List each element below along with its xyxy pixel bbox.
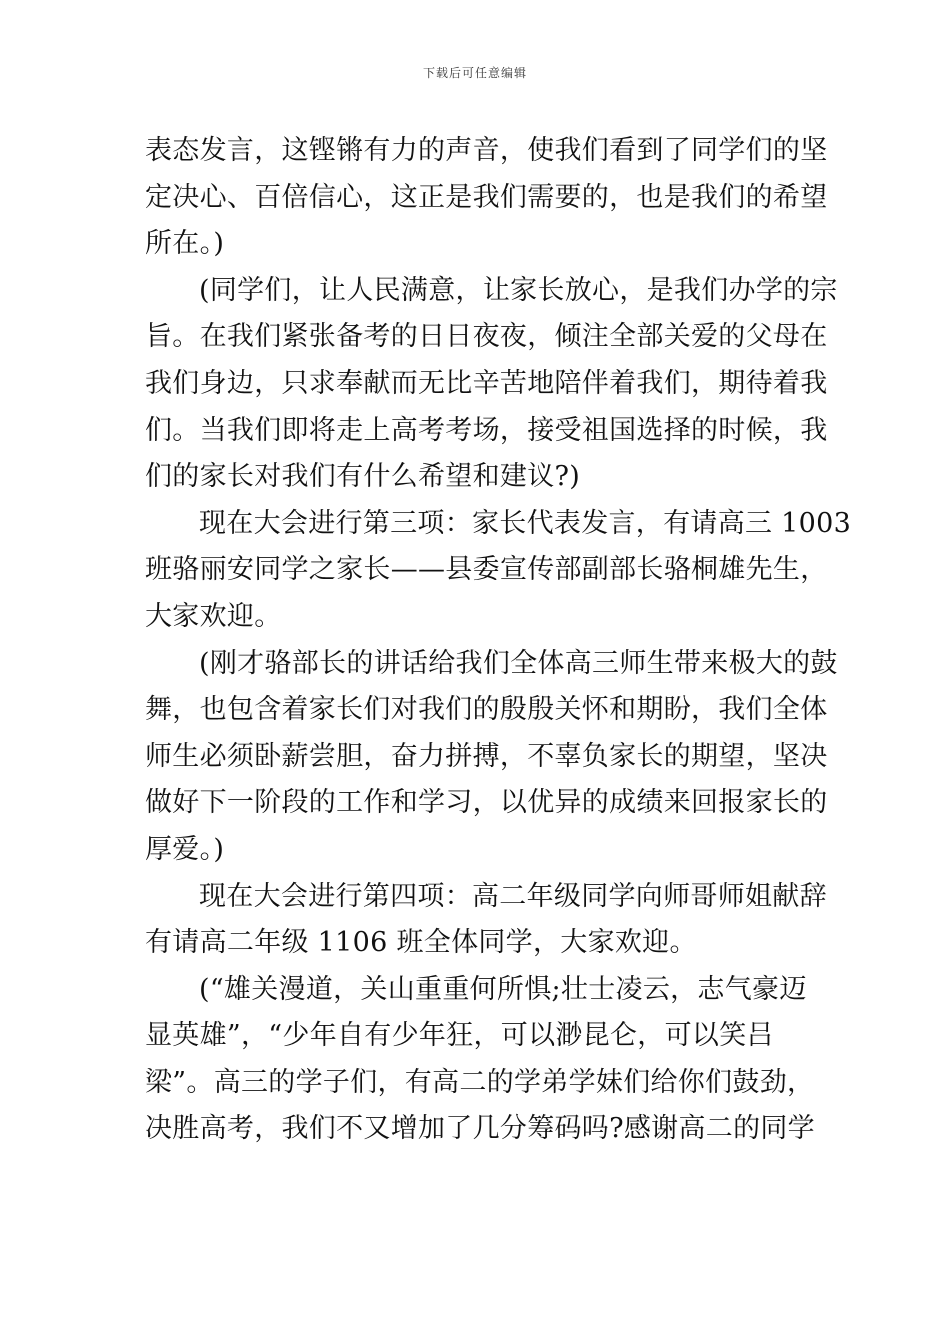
text-line: 梁”。高三的学子们，有高二的学弟学妹们给你们鼓劲， — [145, 1066, 815, 1098]
text-line: (刚才骆部长的讲话给我们全体高三师生带来极大的鼓 — [199, 647, 838, 679]
text-line: (同学们，让人民满意，让家长放心，是我们办学的宗 — [199, 274, 838, 306]
text-line: 厚爱。) — [145, 833, 225, 865]
page-header: 下载后可任意编辑 — [422, 66, 527, 80]
text-line: 做好下一阶段的工作和学习，以优异的成绩来回报家长的 — [145, 787, 828, 819]
document-body — [145, 128, 852, 1153]
text-line: 有请高二年级 1106 班全体同学，大家欢迎。 — [145, 927, 697, 959]
text-line: 我们身边，只求奉献而无比辛苦地陪伴着我们，期待着我 — [145, 367, 828, 399]
text-line: 定决心、百倍信心，这正是我们需要的，也是我们的希望 — [145, 181, 828, 213]
text-line: 现在大会进行第四项：高二年级同学向师哥师姐献辞 — [199, 880, 827, 912]
text-line: 显英雄”，“少年自有少年狂，可以渺昆仑，可以笑吕 — [145, 1020, 774, 1052]
text-line: 们的家长对我们有什么希望和建议?) — [145, 461, 581, 493]
text-line: 大家欢迎。 — [145, 600, 282, 632]
text-line: 表态发言，这铿锵有力的声音，使我们看到了同学们的坚 — [145, 135, 828, 166]
text-line: 班骆丽安同学之家长——县委宣传部副部长骆桐雄先生， — [145, 554, 828, 586]
text-line: 现在大会进行第三项：家长代表发言，有请高三 1003 — [199, 507, 852, 539]
text-line: 们。当我们即将走上高考考场，接受祖国选择的时候，我 — [145, 414, 828, 446]
text-line: 师生必须卧薪尝胆，奋力拼搏，不辜负家长的期望，坚决 — [145, 740, 828, 772]
text-line: 旨。在我们紧张备考的日日夜夜，倾注全部关爱的父母在 — [145, 321, 828, 353]
text-line: 决胜高考，我们不又增加了几分筹码吗?感谢高二的同学 — [145, 1113, 815, 1145]
text-line: 所在。) — [145, 228, 225, 260]
text-line: 舞，也包含着家长们对我们的殷殷关怀和期盼，我们全体 — [145, 694, 828, 726]
text-line: (“雄关漫道，关山重重何所惧;壮士凌云，志气豪迈 — [199, 973, 807, 1005]
